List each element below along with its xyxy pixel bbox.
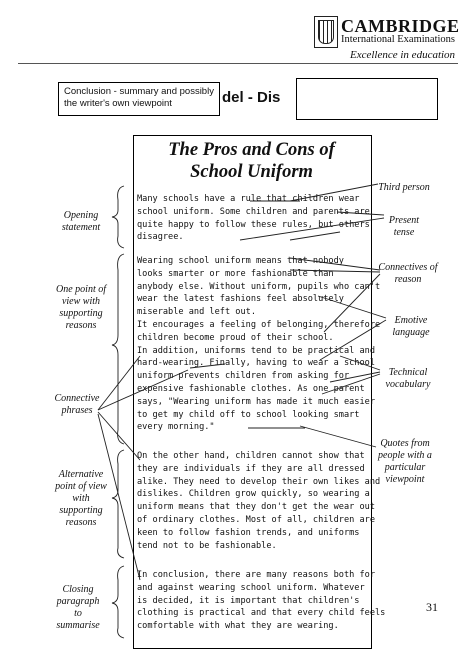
note-alternative-view: Alternative point of view with supporting reasons bbox=[55, 469, 107, 528]
text-line: On the other hand, children cannot show that bbox=[137, 451, 365, 461]
text-line: It encourages a feeling of belonging, therefore bbox=[137, 319, 381, 330]
text-line: is decided, it is important that children's bbox=[137, 595, 360, 606]
text-line: of ordinary clothes. Most of all, children are bbox=[137, 514, 375, 525]
brace-cons bbox=[112, 450, 124, 558]
brace-opening bbox=[112, 186, 124, 248]
text-line: expensive fashionable clothes. As one parent bbox=[137, 383, 365, 394]
text-line: wear the latest fashions feel absolutely bbox=[137, 294, 344, 305]
text-line: children become proud of their school. bbox=[137, 332, 334, 343]
brand-name: CAMBRIDGE bbox=[341, 16, 460, 36]
text-line: every morning." bbox=[137, 422, 215, 433]
text-line: tend not to be fashionable. bbox=[137, 540, 277, 551]
note-emotive-language: Emotive language bbox=[392, 315, 430, 338]
note-quotes: Quotes from people with a particular viewpoint bbox=[378, 438, 432, 485]
text-line: looks smarter or more fashionable than bbox=[137, 268, 334, 279]
brace-pros bbox=[112, 254, 124, 444]
note-connective-phrases: Connective phrases bbox=[54, 393, 100, 416]
text-line: clothing is practical and that every child feels bbox=[137, 608, 386, 619]
note-third-person: Third person bbox=[378, 182, 430, 193]
text-line: to get my child off to school looking smart bbox=[137, 409, 360, 420]
text-line: In addition, uniforms tend to be practical and bbox=[137, 345, 375, 356]
text-line: quite happy to follow these rules, but others bbox=[137, 219, 370, 230]
text-line: keen to follow fashion trends, and uniforms bbox=[137, 527, 360, 538]
brand-subtitle: International Examinations bbox=[341, 34, 456, 45]
note-present-tense: Present tense bbox=[388, 215, 420, 238]
text-line: hard-wearing. Finally, having to wear a school bbox=[137, 358, 375, 369]
text-line: disagree. bbox=[137, 232, 184, 243]
brace-conclusion bbox=[112, 566, 124, 638]
text-line: says, "Wearing uniform has made it much easier bbox=[137, 396, 375, 407]
note-connectives-of-reason: Connectives of reason bbox=[378, 262, 438, 285]
heading-fragment: del - Dis bbox=[222, 89, 281, 106]
text-line: comfortable with what they are wearing. bbox=[137, 621, 339, 632]
text-line: dislikes. Children grow quickly, so wearing a bbox=[137, 489, 370, 500]
note-closing-paragraph: Closing paragraph to summarise bbox=[56, 584, 100, 631]
tagline: Excellence in education bbox=[350, 49, 456, 61]
text-line: they are individuals if they are all dressed bbox=[137, 463, 365, 474]
page-number: 31 bbox=[426, 600, 438, 614]
text-line: alike. They need to develop their own likes and bbox=[137, 476, 381, 487]
text-line: school uniform. Some children and parents are bbox=[137, 206, 370, 217]
text-line: Wearing school uniform means that nobody bbox=[137, 256, 344, 266]
title-line-2: School Uniform bbox=[190, 162, 313, 182]
title-line-1: The Pros and Cons of bbox=[168, 140, 335, 160]
note-one-point-of-view: One point of view with supporting reasons bbox=[56, 284, 106, 331]
text-line: and against wearing school uniform. Whatever bbox=[137, 582, 365, 593]
note-opening-statement: Opening statement bbox=[61, 210, 101, 233]
text-line: miserable and left out. bbox=[137, 307, 256, 318]
text-line: In conclusion, there are many reasons both for bbox=[137, 570, 375, 580]
text-line: uniform means that they don't get the wear out bbox=[137, 502, 375, 513]
text-line: uniform prevents children from asking for bbox=[137, 371, 350, 382]
note-technical-vocabulary: Technical vocabulary bbox=[385, 367, 431, 390]
text-line: Many schools have a rule that children wear bbox=[137, 194, 360, 204]
text-line: anybody else. Without uniform, pupils who can't bbox=[137, 281, 381, 292]
conclusion-label-box: Conclusion - summary and possibly the writer's own viewpoint bbox=[58, 82, 220, 116]
